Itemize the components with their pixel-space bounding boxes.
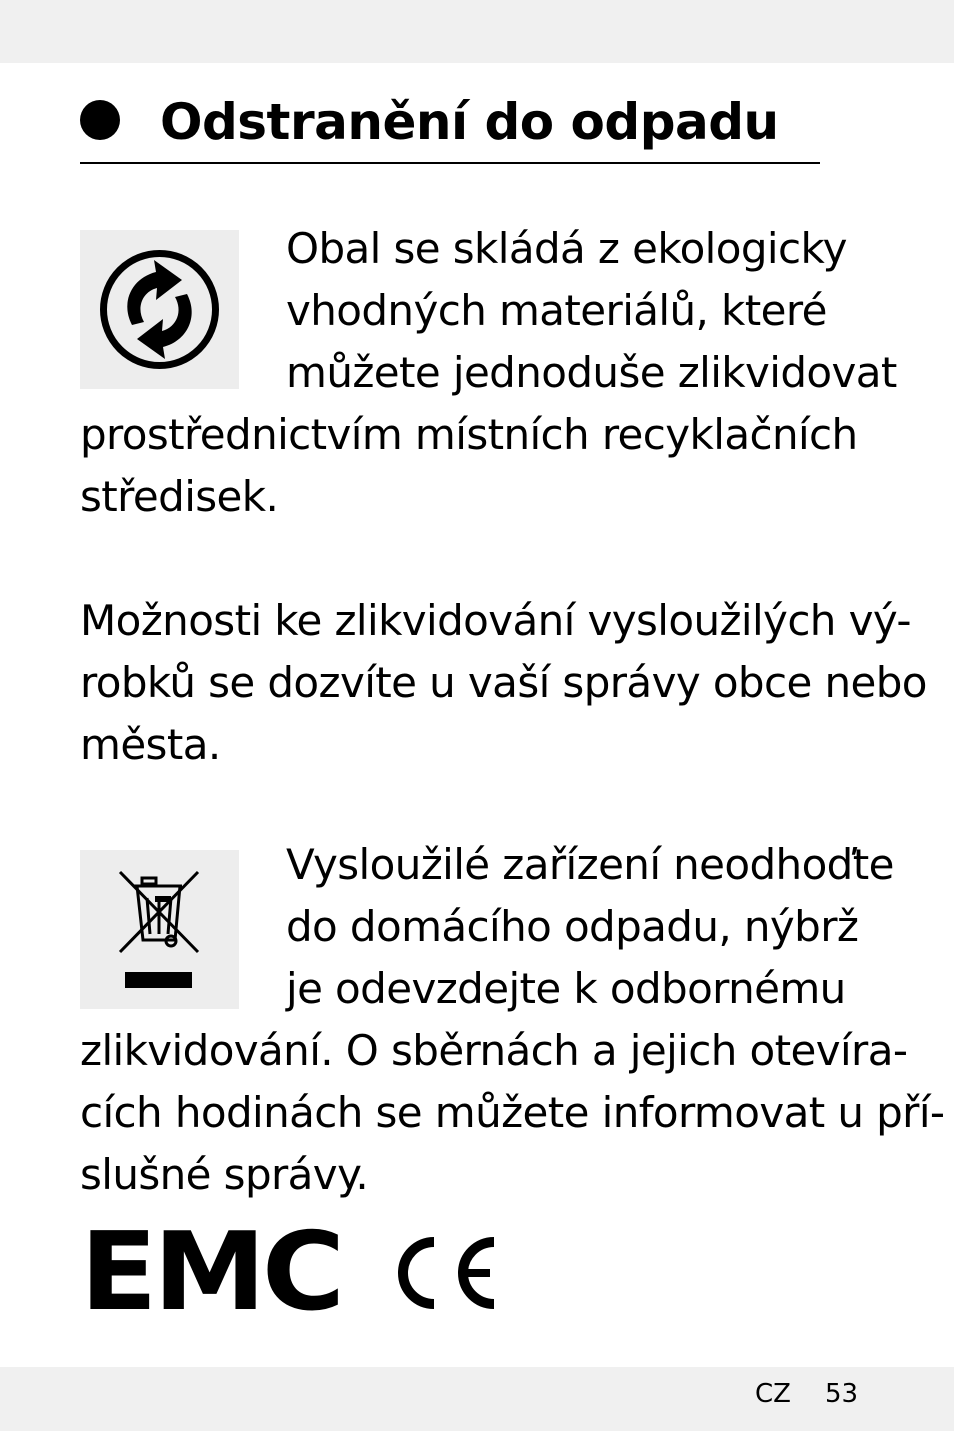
paragraph-line: zlikvidování. O sběrnách a jejich otevíra- xyxy=(80,1026,908,1075)
paragraph-line: města. xyxy=(80,720,221,769)
heading-title: Odstranění do odpadu xyxy=(160,93,779,151)
paragraph-line: Vysloužilé zařízení neodhoďte xyxy=(286,840,894,889)
paragraph-line: můžete jednoduše zlikvidovat xyxy=(286,348,897,397)
paragraph-line: vhodných materiálů, které xyxy=(286,286,827,335)
bottom-band xyxy=(0,1367,954,1431)
page-number: 53 xyxy=(825,1379,859,1409)
bullet-icon xyxy=(80,100,120,140)
paragraph-line: Možnosti ke zlikvidování vysloužilých vý- xyxy=(80,596,911,645)
paragraph-line: je odevzdejte k odbornému xyxy=(286,964,846,1013)
paragraph-line: do domácího odpadu, nýbrž xyxy=(286,902,859,951)
paragraph-line: středisek. xyxy=(80,472,279,521)
emc-logo: EMC xyxy=(80,1210,341,1335)
paragraph-line: Obal se skládá z ekologicky xyxy=(286,224,847,273)
section-heading xyxy=(80,88,820,164)
paragraph-line: robků se dozvíte u vaší správy obce nebo xyxy=(80,658,927,707)
crossed-out-wheelie-bin-icon xyxy=(80,850,239,1009)
paragraph-line: slušné správy. xyxy=(80,1150,369,1199)
ce-mark-icon xyxy=(384,1234,500,1316)
paragraph-line: prostřednictvím místních recyklačních xyxy=(80,410,858,459)
paragraph-line: cích hodinách se můžete informovat u pří- xyxy=(80,1088,945,1137)
footer-language: CZ xyxy=(755,1379,791,1409)
top-band xyxy=(0,0,954,63)
green-dot-recycling-icon xyxy=(80,230,239,389)
